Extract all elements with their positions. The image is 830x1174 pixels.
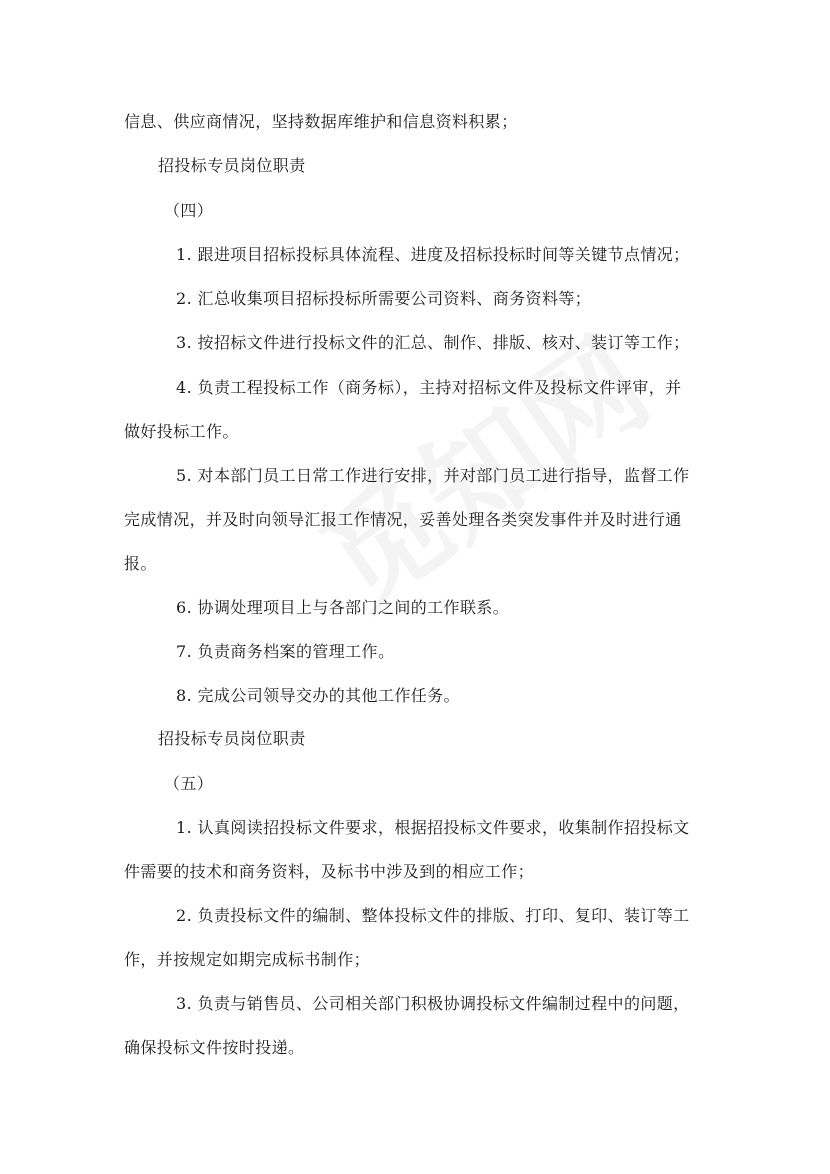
section-heading-2: 招投标专员岗位职责 bbox=[158, 729, 306, 748]
text-line-10: 完成情况，并及时向领导汇报工作情况，妥善处理各类突发事件并及时进行通 bbox=[124, 510, 682, 529]
text-line-5: 2. 汇总收集项目招标投标所需要公司资料、商务资料等； bbox=[176, 289, 592, 308]
text-line-17: 1. 认真阅读招投标文件要求，根据招投标文件要求，收集制作招投标文 bbox=[176, 818, 690, 837]
text-line-8: 做好投标工作。 bbox=[124, 422, 239, 441]
text-line-19: 2. 负责投标文件的编制、整体投标文件的排版、打印、复印、装订等工 bbox=[176, 906, 690, 925]
section-heading-1: 招投标专员岗位职责 bbox=[158, 156, 306, 175]
text-line-4: 1. 跟进项目招标投标具体流程、进度及招标投标时间等关键节点情况； bbox=[176, 245, 690, 264]
section-number-4: （四） bbox=[164, 201, 214, 220]
text-line-11: 报。 bbox=[124, 554, 157, 573]
text-line-7: 4. 负责工程投标工作（商务标），主持对招标文件及投标文件评审，并 bbox=[176, 378, 682, 397]
text-line-6: 3. 按招标文件进行投标文件的汇总、制作、排版、核对、装订等工作； bbox=[176, 333, 690, 352]
text-line-18: 件需要的技术和商务资料，及标书中涉及到的相应工作； bbox=[124, 862, 535, 881]
text-line-20: 作，并按规定如期完成标书制作； bbox=[124, 950, 371, 969]
text-line-22: 确保投标文件按时投递。 bbox=[124, 1038, 305, 1057]
text-line-14: 8. 完成公司领导交办的其他工作任务。 bbox=[176, 686, 460, 705]
text-line-13: 7. 负责商务档案的管理工作。 bbox=[176, 642, 395, 661]
text-line-1: 信息、供应商情况，坚持数据库维护和信息资料积累； bbox=[124, 112, 518, 131]
section-number-5: （五） bbox=[164, 774, 214, 793]
text-line-12: 6. 协调处理项目上与各部门之间的工作联系。 bbox=[176, 598, 510, 617]
text-line-9: 5. 对本部门员工日常工作进行安排，并对部门员工进行指导，监督工作 bbox=[176, 466, 690, 485]
text-line-21: 3. 负责与销售员、公司相关部门积极协调投标文件编制过程中的问题， bbox=[176, 994, 690, 1013]
